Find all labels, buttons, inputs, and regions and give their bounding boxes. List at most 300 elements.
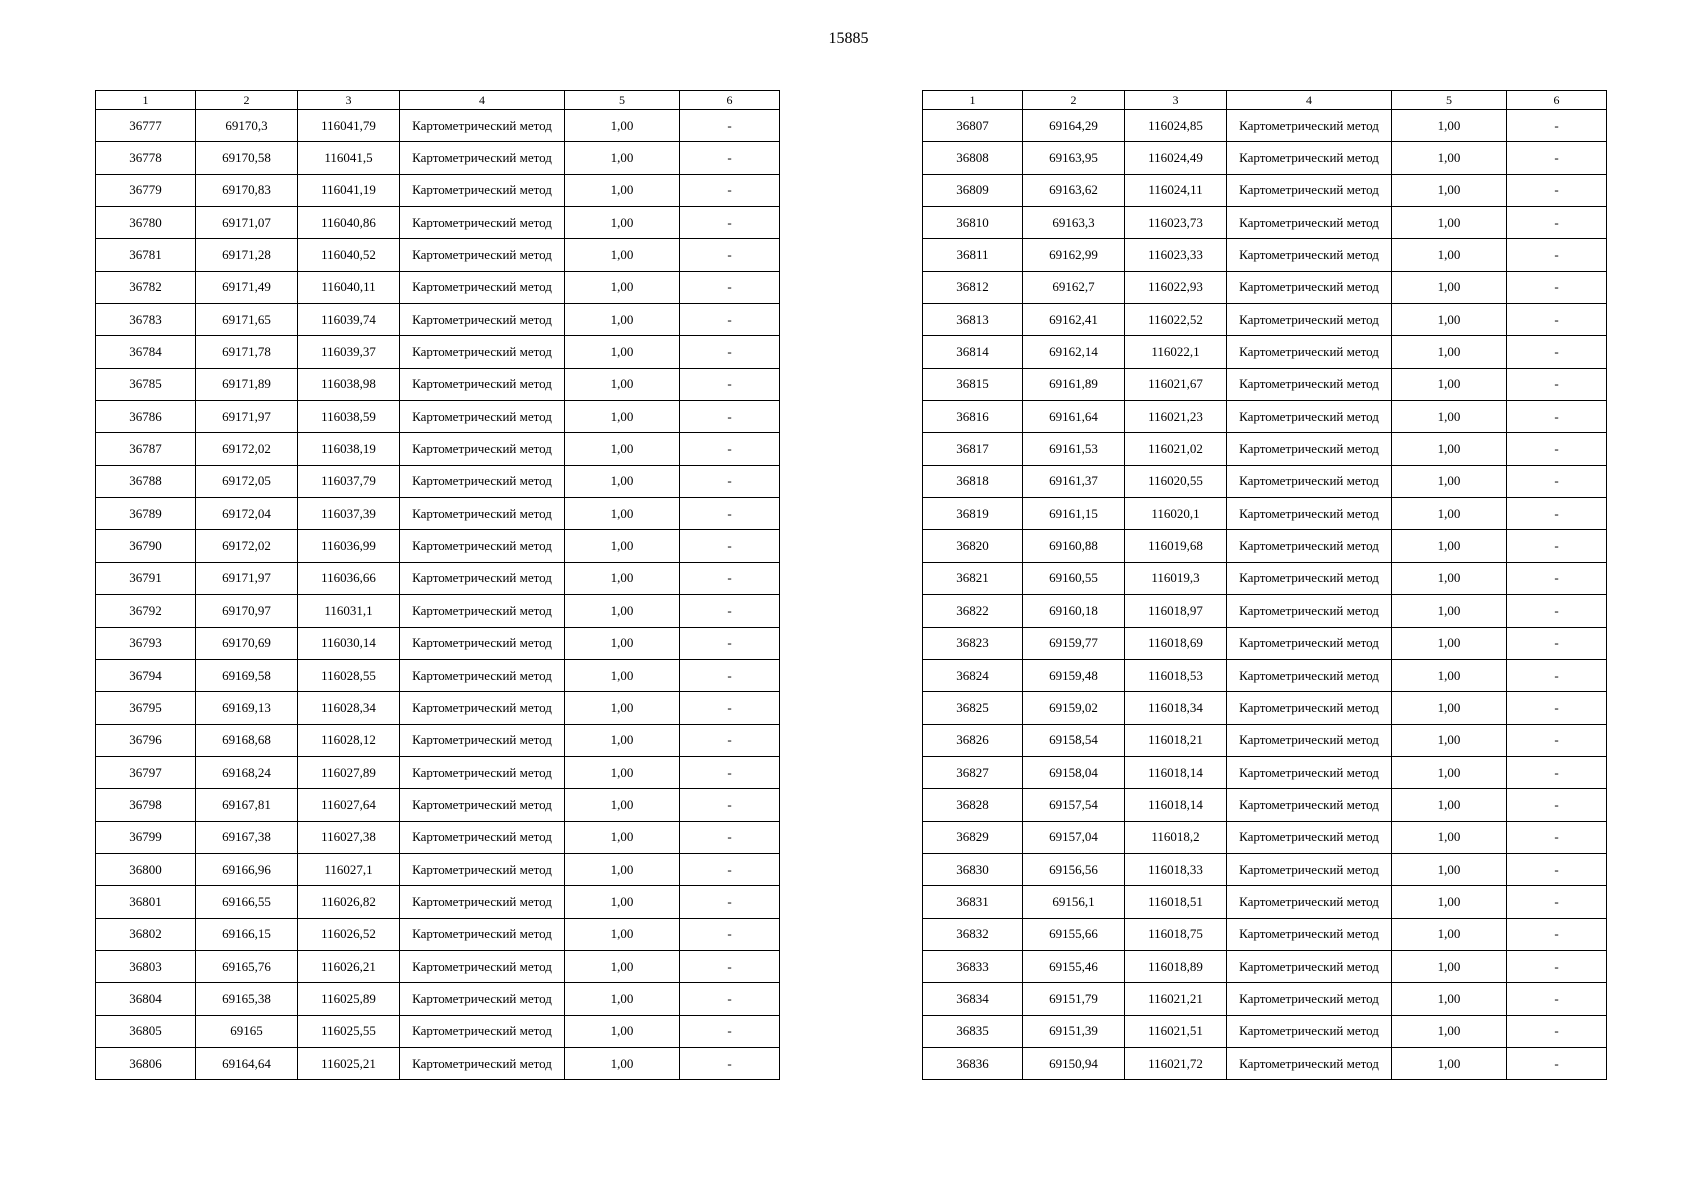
table-row — [96, 174, 780, 206]
y-coordinate-cell: 116040,11 — [298, 271, 400, 303]
y-coordinate-cell: 116025,21 — [298, 1047, 400, 1079]
x-coordinate-cell: 69172,02 — [196, 433, 298, 465]
note-cell: - — [680, 821, 780, 853]
method-cell: Картометрический метод — [1227, 627, 1392, 659]
accuracy-cell: 1,00 — [1392, 530, 1507, 562]
x-coordinate-cell: 69155,66 — [1023, 918, 1125, 950]
note-cell: - — [1507, 530, 1607, 562]
column-header-1: 1 — [96, 91, 196, 110]
method-cell: Картометрический метод — [400, 983, 565, 1015]
table-row — [96, 530, 780, 562]
table-row — [96, 336, 780, 368]
accuracy-cell: 1,00 — [1392, 498, 1507, 530]
note-cell: - — [680, 401, 780, 433]
accuracy-cell: 1,00 — [1392, 1047, 1507, 1079]
method-cell: Картометрический метод — [400, 659, 565, 691]
accuracy-cell: 1,00 — [1392, 983, 1507, 1015]
method-cell: Картометрический метод — [400, 304, 565, 336]
x-coordinate-cell: 69172,04 — [196, 498, 298, 530]
note-cell: - — [1507, 1047, 1607, 1079]
accuracy-cell: 1,00 — [565, 627, 680, 659]
y-coordinate-cell: 116024,49 — [1125, 142, 1227, 174]
note-cell: - — [680, 983, 780, 1015]
note-cell: - — [680, 853, 780, 885]
table-row — [96, 1015, 780, 1047]
x-coordinate-cell: 69165 — [196, 1015, 298, 1047]
table-row — [923, 1015, 1607, 1047]
point-number-cell: 36800 — [96, 853, 196, 885]
y-coordinate-cell: 116031,1 — [298, 595, 400, 627]
x-coordinate-cell: 69161,64 — [1023, 401, 1125, 433]
method-cell: Картометрический метод — [1227, 595, 1392, 627]
note-cell: - — [1507, 886, 1607, 918]
x-coordinate-cell: 69167,38 — [196, 821, 298, 853]
method-cell: Картометрический метод — [400, 401, 565, 433]
method-cell: Картометрический метод — [400, 595, 565, 627]
y-coordinate-cell: 116022,52 — [1125, 304, 1227, 336]
note-cell: - — [1507, 239, 1607, 271]
point-number-cell: 36829 — [923, 821, 1023, 853]
point-number-cell: 36824 — [923, 659, 1023, 691]
column-header-5: 5 — [1392, 91, 1507, 110]
y-coordinate-cell: 116018,97 — [1125, 595, 1227, 627]
point-number-cell: 36818 — [923, 465, 1023, 497]
y-coordinate-cell: 116019,68 — [1125, 530, 1227, 562]
x-coordinate-cell: 69159,02 — [1023, 692, 1125, 724]
note-cell: - — [680, 756, 780, 788]
accuracy-cell: 1,00 — [565, 530, 680, 562]
column-header-4: 4 — [400, 91, 565, 110]
method-cell: Картометрический метод — [400, 950, 565, 982]
accuracy-cell: 1,00 — [565, 692, 680, 724]
note-cell: - — [1507, 789, 1607, 821]
table-row — [923, 595, 1607, 627]
table-row — [96, 821, 780, 853]
method-cell: Картометрический метод — [400, 433, 565, 465]
point-number-cell: 36826 — [923, 724, 1023, 756]
table-row — [923, 207, 1607, 239]
point-number-cell: 36814 — [923, 336, 1023, 368]
x-coordinate-cell: 69165,76 — [196, 950, 298, 982]
note-cell: - — [680, 207, 780, 239]
y-coordinate-cell: 116036,99 — [298, 530, 400, 562]
table-row — [96, 724, 780, 756]
table-row — [96, 627, 780, 659]
accuracy-cell: 1,00 — [565, 918, 680, 950]
accuracy-cell: 1,00 — [1392, 562, 1507, 594]
table-header-row — [923, 91, 1607, 110]
x-coordinate-cell: 69157,54 — [1023, 789, 1125, 821]
table-row — [923, 821, 1607, 853]
point-number-cell: 36780 — [96, 207, 196, 239]
x-coordinate-cell: 69162,14 — [1023, 336, 1125, 368]
table-row — [96, 853, 780, 885]
y-coordinate-cell: 116023,73 — [1125, 207, 1227, 239]
point-number-cell: 36789 — [96, 498, 196, 530]
x-coordinate-cell: 69171,28 — [196, 239, 298, 271]
note-cell: - — [680, 271, 780, 303]
method-cell: Картометрический метод — [1227, 401, 1392, 433]
method-cell: Картометрический метод — [400, 562, 565, 594]
y-coordinate-cell: 116022,93 — [1125, 271, 1227, 303]
y-coordinate-cell: 116024,11 — [1125, 174, 1227, 206]
point-number-cell: 36825 — [923, 692, 1023, 724]
note-cell: - — [680, 465, 780, 497]
accuracy-cell: 1,00 — [565, 207, 680, 239]
x-coordinate-cell: 69161,53 — [1023, 433, 1125, 465]
accuracy-cell: 1,00 — [565, 498, 680, 530]
point-number-cell: 36812 — [923, 271, 1023, 303]
y-coordinate-cell: 116041,19 — [298, 174, 400, 206]
x-coordinate-cell: 69151,39 — [1023, 1015, 1125, 1047]
y-coordinate-cell: 116039,74 — [298, 304, 400, 336]
note-cell: - — [680, 368, 780, 400]
note-cell: - — [680, 174, 780, 206]
table-row — [96, 271, 780, 303]
note-cell: - — [680, 627, 780, 659]
table-row — [923, 530, 1607, 562]
point-number-cell: 36787 — [96, 433, 196, 465]
accuracy-cell: 1,00 — [1392, 789, 1507, 821]
table-row — [96, 207, 780, 239]
note-cell: - — [680, 239, 780, 271]
method-cell: Картометрический метод — [1227, 983, 1392, 1015]
x-coordinate-cell: 69171,97 — [196, 401, 298, 433]
point-number-cell: 36815 — [923, 368, 1023, 400]
y-coordinate-cell: 116021,72 — [1125, 1047, 1227, 1079]
coordinates-table-left — [95, 90, 780, 1080]
x-coordinate-cell: 69171,89 — [196, 368, 298, 400]
accuracy-cell: 1,00 — [1392, 595, 1507, 627]
x-coordinate-cell: 69166,55 — [196, 886, 298, 918]
y-coordinate-cell: 116036,66 — [298, 562, 400, 594]
point-number-cell: 36813 — [923, 304, 1023, 336]
x-coordinate-cell: 69155,46 — [1023, 950, 1125, 982]
note-cell: - — [680, 692, 780, 724]
accuracy-cell: 1,00 — [565, 853, 680, 885]
table-row — [96, 1047, 780, 1079]
method-cell: Картометрический метод — [1227, 756, 1392, 788]
point-number-cell: 36835 — [923, 1015, 1023, 1047]
accuracy-cell: 1,00 — [1392, 821, 1507, 853]
note-cell: - — [680, 336, 780, 368]
table-row — [96, 142, 780, 174]
x-coordinate-cell: 69160,18 — [1023, 595, 1125, 627]
coordinates-table-right — [922, 90, 1607, 1080]
point-number-cell: 36809 — [923, 174, 1023, 206]
point-number-cell: 36799 — [96, 821, 196, 853]
y-coordinate-cell: 116022,1 — [1125, 336, 1227, 368]
column-header-6: 6 — [680, 91, 780, 110]
x-coordinate-cell: 69157,04 — [1023, 821, 1125, 853]
x-coordinate-cell: 69162,99 — [1023, 239, 1125, 271]
accuracy-cell: 1,00 — [1392, 304, 1507, 336]
accuracy-cell: 1,00 — [565, 110, 680, 142]
y-coordinate-cell: 116020,1 — [1125, 498, 1227, 530]
method-cell: Картометрический метод — [400, 271, 565, 303]
note-cell: - — [1507, 950, 1607, 982]
note-cell: - — [680, 789, 780, 821]
point-number-cell: 36797 — [96, 756, 196, 788]
point-number-cell: 36785 — [96, 368, 196, 400]
table-row — [923, 756, 1607, 788]
note-cell: - — [680, 1047, 780, 1079]
point-number-cell: 36802 — [96, 918, 196, 950]
note-cell: - — [680, 1015, 780, 1047]
note-cell: - — [1507, 595, 1607, 627]
point-number-cell: 36834 — [923, 983, 1023, 1015]
y-coordinate-cell: 116018,21 — [1125, 724, 1227, 756]
method-cell: Картометрический метод — [400, 239, 565, 271]
accuracy-cell: 1,00 — [1392, 950, 1507, 982]
x-coordinate-cell: 69163,3 — [1023, 207, 1125, 239]
y-coordinate-cell: 116026,82 — [298, 886, 400, 918]
point-number-cell: 36778 — [96, 142, 196, 174]
y-coordinate-cell: 116040,52 — [298, 239, 400, 271]
method-cell: Картометрический метод — [400, 368, 565, 400]
x-coordinate-cell: 69161,89 — [1023, 368, 1125, 400]
table-row — [96, 465, 780, 497]
y-coordinate-cell: 116021,51 — [1125, 1015, 1227, 1047]
x-coordinate-cell: 69156,56 — [1023, 853, 1125, 885]
point-number-cell: 36830 — [923, 853, 1023, 885]
x-coordinate-cell: 69159,77 — [1023, 627, 1125, 659]
note-cell: - — [680, 433, 780, 465]
point-number-cell: 36821 — [923, 562, 1023, 594]
note-cell: - — [1507, 692, 1607, 724]
table-row — [923, 950, 1607, 982]
point-number-cell: 36803 — [96, 950, 196, 982]
accuracy-cell: 1,00 — [1392, 918, 1507, 950]
note-cell: - — [1507, 724, 1607, 756]
table-row — [923, 110, 1607, 142]
table-row — [96, 789, 780, 821]
x-coordinate-cell: 69161,15 — [1023, 498, 1125, 530]
accuracy-cell: 1,00 — [565, 789, 680, 821]
x-coordinate-cell: 69163,95 — [1023, 142, 1125, 174]
note-cell: - — [680, 724, 780, 756]
note-cell: - — [680, 950, 780, 982]
y-coordinate-cell: 116021,21 — [1125, 983, 1227, 1015]
note-cell: - — [1507, 142, 1607, 174]
column-header-2: 2 — [1023, 91, 1125, 110]
point-number-cell: 36832 — [923, 918, 1023, 950]
method-cell: Картометрический метод — [1227, 950, 1392, 982]
column-header-2: 2 — [196, 91, 298, 110]
note-cell: - — [1507, 304, 1607, 336]
table-row — [923, 498, 1607, 530]
table-row — [923, 562, 1607, 594]
note-cell: - — [1507, 271, 1607, 303]
table-header-row — [96, 91, 780, 110]
accuracy-cell: 1,00 — [565, 401, 680, 433]
method-cell: Картометрический метод — [1227, 886, 1392, 918]
accuracy-cell: 1,00 — [565, 304, 680, 336]
point-number-cell: 36817 — [923, 433, 1023, 465]
table-row — [96, 401, 780, 433]
table-row — [96, 983, 780, 1015]
x-coordinate-cell: 69170,69 — [196, 627, 298, 659]
y-coordinate-cell: 116027,89 — [298, 756, 400, 788]
x-coordinate-cell: 69171,07 — [196, 207, 298, 239]
y-coordinate-cell: 116021,23 — [1125, 401, 1227, 433]
point-number-cell: 36822 — [923, 595, 1023, 627]
table-row — [96, 886, 780, 918]
y-coordinate-cell: 116037,39 — [298, 498, 400, 530]
method-cell: Картометрический метод — [1227, 562, 1392, 594]
point-number-cell: 36828 — [923, 789, 1023, 821]
y-coordinate-cell: 116018,34 — [1125, 692, 1227, 724]
note-cell: - — [680, 530, 780, 562]
table-row — [923, 983, 1607, 1015]
method-cell: Картометрический метод — [400, 821, 565, 853]
x-coordinate-cell: 69171,49 — [196, 271, 298, 303]
point-number-cell: 36790 — [96, 530, 196, 562]
method-cell: Картометрический метод — [1227, 1015, 1392, 1047]
x-coordinate-cell: 69158,04 — [1023, 756, 1125, 788]
method-cell: Картометрический метод — [400, 1015, 565, 1047]
note-cell: - — [1507, 174, 1607, 206]
accuracy-cell: 1,00 — [565, 271, 680, 303]
method-cell: Картометрический метод — [1227, 110, 1392, 142]
table-row — [923, 627, 1607, 659]
accuracy-cell: 1,00 — [1392, 692, 1507, 724]
y-coordinate-cell: 116018,2 — [1125, 821, 1227, 853]
y-coordinate-cell: 116018,69 — [1125, 627, 1227, 659]
method-cell: Картометрический метод — [400, 207, 565, 239]
point-number-cell: 36810 — [923, 207, 1023, 239]
table-row — [923, 368, 1607, 400]
accuracy-cell: 1,00 — [1392, 853, 1507, 885]
method-cell: Картометрический метод — [400, 789, 565, 821]
point-number-cell: 36805 — [96, 1015, 196, 1047]
method-cell: Картометрический метод — [1227, 498, 1392, 530]
point-number-cell: 36823 — [923, 627, 1023, 659]
point-number-cell: 36791 — [96, 562, 196, 594]
point-number-cell: 36795 — [96, 692, 196, 724]
table-row — [96, 692, 780, 724]
method-cell: Картометрический метод — [400, 530, 565, 562]
accuracy-cell: 1,00 — [565, 562, 680, 594]
accuracy-cell: 1,00 — [1392, 659, 1507, 691]
method-cell: Картометрический метод — [1227, 368, 1392, 400]
y-coordinate-cell: 116018,14 — [1125, 789, 1227, 821]
accuracy-cell: 1,00 — [565, 239, 680, 271]
y-coordinate-cell: 116019,3 — [1125, 562, 1227, 594]
table-row — [96, 498, 780, 530]
x-coordinate-cell: 69170,83 — [196, 174, 298, 206]
point-number-cell: 36804 — [96, 983, 196, 1015]
accuracy-cell: 1,00 — [1392, 239, 1507, 271]
note-cell: - — [680, 659, 780, 691]
method-cell: Картометрический метод — [1227, 271, 1392, 303]
x-coordinate-cell: 69159,48 — [1023, 659, 1125, 691]
method-cell: Картометрический метод — [1227, 789, 1392, 821]
accuracy-cell: 1,00 — [1392, 142, 1507, 174]
table-row — [923, 886, 1607, 918]
point-number-cell: 36781 — [96, 239, 196, 271]
point-number-cell: 36786 — [96, 401, 196, 433]
method-cell: Картометрический метод — [400, 174, 565, 206]
note-cell: - — [1507, 1015, 1607, 1047]
point-number-cell: 36782 — [96, 271, 196, 303]
point-number-cell: 36794 — [96, 659, 196, 691]
note-cell: - — [680, 886, 780, 918]
accuracy-cell: 1,00 — [1392, 627, 1507, 659]
accuracy-cell: 1,00 — [1392, 207, 1507, 239]
y-coordinate-cell: 116018,33 — [1125, 853, 1227, 885]
accuracy-cell: 1,00 — [565, 950, 680, 982]
point-number-cell: 36836 — [923, 1047, 1023, 1079]
x-coordinate-cell: 69166,15 — [196, 918, 298, 950]
table-row — [96, 110, 780, 142]
x-coordinate-cell: 69162,7 — [1023, 271, 1125, 303]
accuracy-cell: 1,00 — [565, 724, 680, 756]
table-row — [923, 724, 1607, 756]
y-coordinate-cell: 116025,55 — [298, 1015, 400, 1047]
accuracy-cell: 1,00 — [565, 595, 680, 627]
method-cell: Картометрический метод — [1227, 465, 1392, 497]
accuracy-cell: 1,00 — [565, 756, 680, 788]
x-coordinate-cell: 69168,24 — [196, 756, 298, 788]
note-cell: - — [680, 498, 780, 530]
accuracy-cell: 1,00 — [1392, 465, 1507, 497]
method-cell: Картометрический метод — [400, 110, 565, 142]
method-cell: Картометрический метод — [1227, 207, 1392, 239]
x-coordinate-cell: 69163,62 — [1023, 174, 1125, 206]
point-number-cell: 36798 — [96, 789, 196, 821]
y-coordinate-cell: 116024,85 — [1125, 110, 1227, 142]
point-number-cell: 36783 — [96, 304, 196, 336]
accuracy-cell: 1,00 — [565, 1015, 680, 1047]
table-row — [923, 433, 1607, 465]
x-coordinate-cell: 69160,88 — [1023, 530, 1125, 562]
x-coordinate-cell: 69158,54 — [1023, 724, 1125, 756]
method-cell: Картометрический метод — [400, 142, 565, 174]
page-number: 15885 — [828, 30, 869, 47]
method-cell: Картометрический метод — [1227, 336, 1392, 368]
y-coordinate-cell: 116038,98 — [298, 368, 400, 400]
x-coordinate-cell: 69150,94 — [1023, 1047, 1125, 1079]
note-cell: - — [1507, 659, 1607, 691]
table-row — [923, 304, 1607, 336]
table-row — [96, 918, 780, 950]
y-coordinate-cell: 116027,1 — [298, 853, 400, 885]
point-number-cell: 36793 — [96, 627, 196, 659]
column-header-4: 4 — [1227, 91, 1392, 110]
method-cell: Картометрический метод — [400, 724, 565, 756]
accuracy-cell: 1,00 — [565, 659, 680, 691]
y-coordinate-cell: 116018,75 — [1125, 918, 1227, 950]
y-coordinate-cell: 116028,55 — [298, 659, 400, 691]
table-row — [923, 174, 1607, 206]
y-coordinate-cell: 116041,5 — [298, 142, 400, 174]
method-cell: Картометрический метод — [1227, 692, 1392, 724]
method-cell: Картометрический метод — [400, 853, 565, 885]
y-coordinate-cell: 116020,55 — [1125, 465, 1227, 497]
method-cell: Картометрический метод — [400, 1047, 565, 1079]
column-header-3: 3 — [1125, 91, 1227, 110]
method-cell: Картометрический метод — [400, 498, 565, 530]
y-coordinate-cell: 116027,64 — [298, 789, 400, 821]
accuracy-cell: 1,00 — [565, 433, 680, 465]
y-coordinate-cell: 116030,14 — [298, 627, 400, 659]
y-coordinate-cell: 116026,52 — [298, 918, 400, 950]
y-coordinate-cell: 116021,02 — [1125, 433, 1227, 465]
x-coordinate-cell: 69164,64 — [196, 1047, 298, 1079]
x-coordinate-cell: 69172,02 — [196, 530, 298, 562]
accuracy-cell: 1,00 — [1392, 1015, 1507, 1047]
